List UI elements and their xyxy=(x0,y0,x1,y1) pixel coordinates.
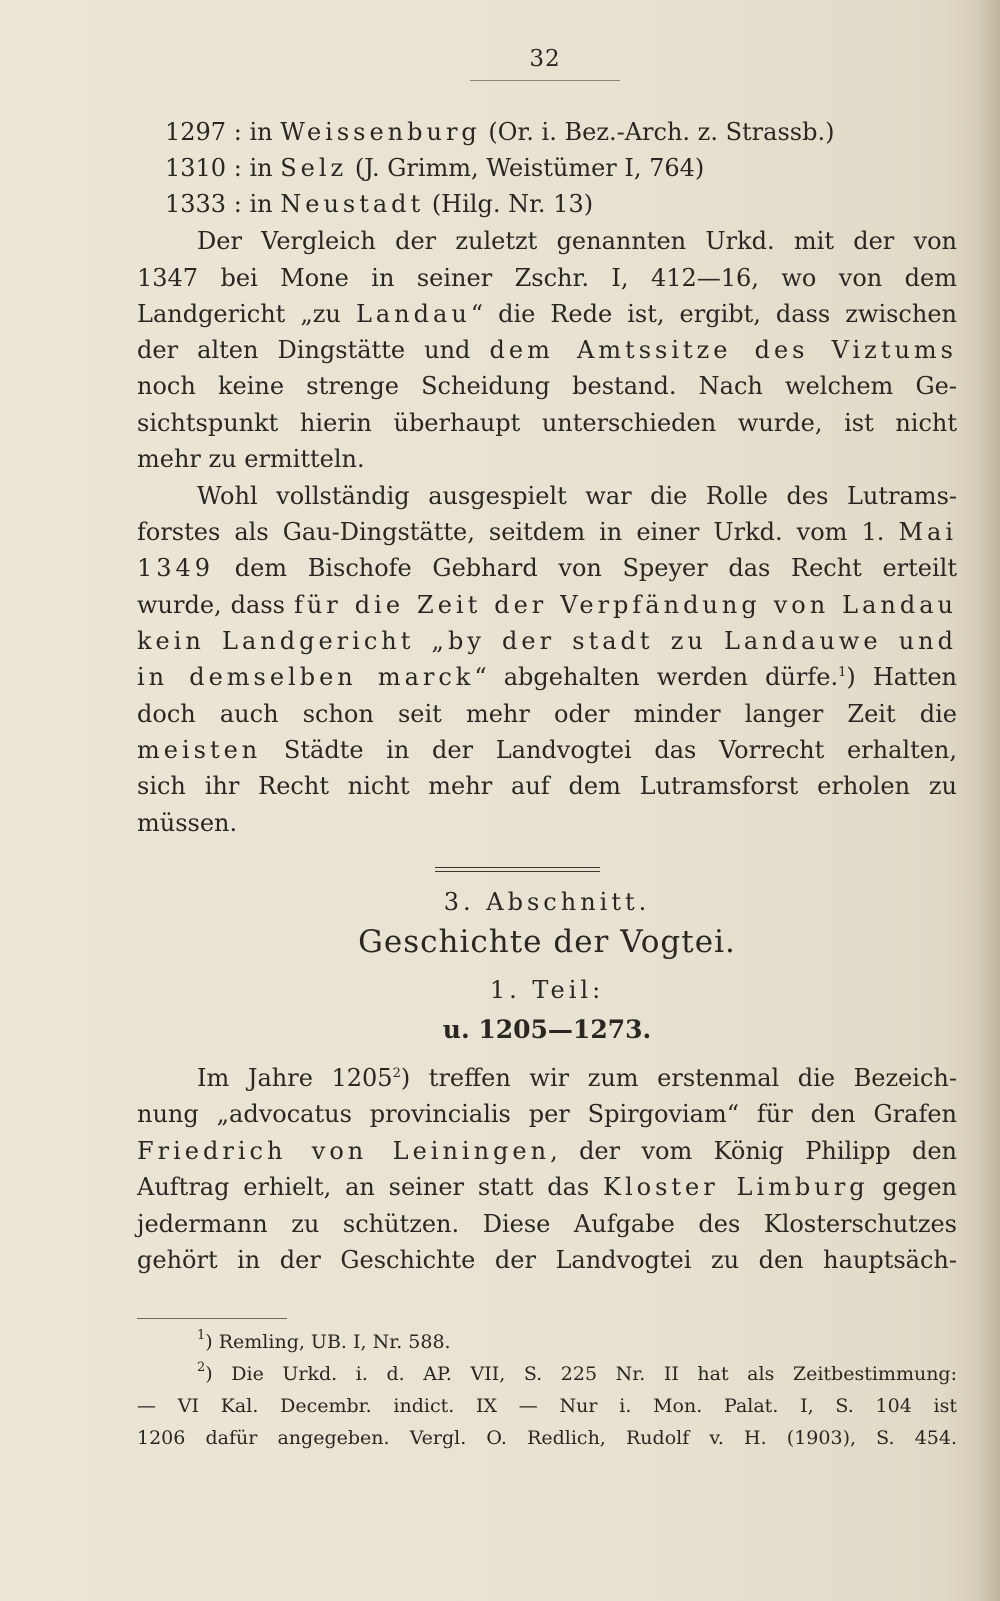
page-edge-shadow xyxy=(978,0,1000,1601)
section-label: 3. Abschnitt. xyxy=(443,888,651,916)
text-line: Auftrag erhielt, an seiner statt das Kloster Limburg gegen xyxy=(137,1173,957,1201)
text-line: sichtspunkt hierin überhaupt unterschieden wurde, ist nicht xyxy=(137,409,957,437)
text-line: jedermann zu schützen. Diese Aufgabe des Klosterschutzes xyxy=(137,1210,957,1238)
part-range: u. 1205—1273. xyxy=(442,1015,652,1044)
location-line: 1310 : in Selz (J. Grimm, Weistümer I, 764) xyxy=(165,154,705,182)
text-line: nung „advocatus provincialis per Spirgoviam“ für den Grafen xyxy=(137,1100,957,1128)
text-line: mehr zu ermitteln. xyxy=(137,445,365,473)
location-line: 1297 : in Weissenburg (Or. i. Bez.-Arch. z. Strassb.) xyxy=(165,118,835,146)
section-title: Geschichte der Vogtei. xyxy=(358,924,736,960)
text-line: 1347 bei Mone in seiner Zschr. I, 412—16, wo von dem xyxy=(137,264,957,292)
footnote-rule xyxy=(137,1318,287,1319)
text-line: Landgericht „zu Landau“ die Rede ist, ergibt, dass zwischen xyxy=(137,300,957,328)
text-line: Wohl vollständig ausgespielt war die Rolle des Lutrams- xyxy=(197,482,957,510)
text-line: Der Vergleich der zuletzt genannten Urkd. mit der von xyxy=(197,227,957,255)
text-line: doch auch schon seit mehr oder minder langer Zeit die xyxy=(137,700,957,728)
footnote-1: $^1$) Remling, UB. I, Nr. 588. xyxy=(197,1328,451,1353)
text-line: noch keine strenge Scheidung bestand. Nach welchem Ge- xyxy=(137,372,957,400)
part-label: 1. Teil: xyxy=(489,976,605,1004)
page-number-rule xyxy=(470,80,620,81)
section-divider xyxy=(435,867,600,868)
section-divider xyxy=(435,871,600,872)
text-line: sich ihr Recht nicht mehr auf dem Lutramsforst erholen zu xyxy=(137,772,957,800)
text-line: meisten Städte in der Landvogtei das Vorrecht erhalten, xyxy=(137,736,957,764)
text-line: müssen. xyxy=(137,809,238,837)
text-line: forstes als Gau-Dingstätte, seitdem in einer Urkd. vom 1. Mai xyxy=(137,518,957,546)
footnote-2-line-2: — VI Kal. Decembr. indict. IX — Nur i. Mon. Palat. I, S. 104 ist xyxy=(137,1395,957,1417)
text-line: in demselben marck“ abgehalten werden dürfe.$^1$) Hatten xyxy=(137,663,957,691)
page-number: 32 xyxy=(529,46,561,72)
text-line: kein Landgericht „by der stadt zu Landauwe und xyxy=(137,627,957,655)
text-line: Im Jahre 1205$^2$) treffen wir zum erstenmal die Bezeich- xyxy=(197,1064,957,1092)
text-line: gehört in der Geschichte der Landvogtei zu den hauptsäch- xyxy=(137,1246,957,1274)
location-line: 1333 : in Neustadt (Hilg. Nr. 13) xyxy=(165,190,594,218)
text-line: der alten Dingstätte und dem Amtssitze des Viztums xyxy=(137,336,957,364)
text-line: Friedrich von Leiningen, der vom König Philipp den xyxy=(137,1137,957,1165)
footnote-2-line-3: 1206 dafür angegeben. Vergl. O. Redlich, Rudolf v. H. (1903), S. 454. xyxy=(137,1427,957,1449)
text-line: 1349 dem Bischofe Gebhard von Speyer das Recht erteilt xyxy=(137,554,957,582)
text-line: wurde, dass für die Zeit der Verpfändung von Landau xyxy=(137,591,957,619)
footnote-2: $^2$) Die Urkd. i. d. AP. VII, S. 225 Nr. II hat als Zeitbestimmung: xyxy=(197,1360,957,1385)
